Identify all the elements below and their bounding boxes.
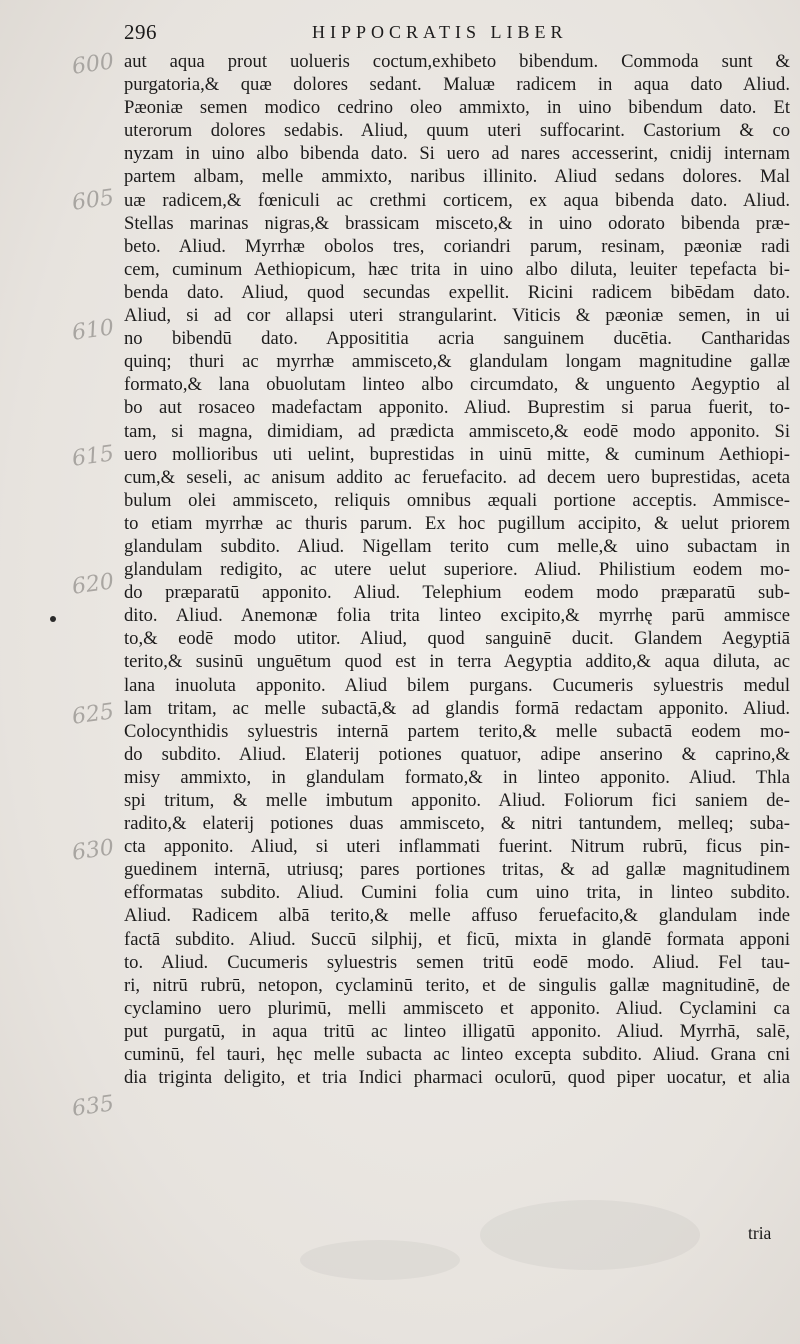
text-line: guedinem internā, utriusq; pares portiones tritas, & ad gallæ magnitudinem: [124, 859, 790, 881]
text-line: glandulam redigito, ac utere uelut superiore. Aliud. Philistium eodem mo-: [124, 559, 790, 581]
margin-note: 600: [70, 49, 116, 80]
text-line: put purgatū, in aqua tritū ac linteo illigatū apponito. Aliud. Myrrhā, salē,: [124, 1020, 790, 1042]
body-text: [124, 50, 790, 1089]
stain: [480, 1200, 700, 1270]
margin-note: 615: [70, 441, 116, 472]
text-line: Colocynthidis syluestris internā partem terito,& melle subactā eodem mo-: [124, 720, 790, 742]
text-line: uterorum dolores sedabis. Aliud, quum uteri suffocarint. Castorium & co: [124, 120, 790, 142]
text-line: terito,& susinū unguētum quod est in terra Aegyptia addito,& aqua diluta, ac: [124, 651, 790, 673]
stain: [300, 1240, 460, 1280]
margin-note: 620: [70, 569, 116, 600]
margin-note: 605: [70, 185, 116, 216]
page-number: 296: [124, 20, 157, 44]
text-line: lam tritam, ac melle subactā,& ad glandis formā redactam apponito. Aliud.: [124, 697, 790, 719]
text-line: nyzam in uino albo bibenda dato. Si uero ad nares accesserint, cnidij internam: [124, 143, 790, 165]
catchword: tria: [748, 1223, 772, 1243]
text-line: aut aqua prout uolueris coctum,exhibeto bibendum. Commoda sunt &: [124, 51, 790, 72]
text-line: cyclamino uero plurimū, melli ammisceto et apponito. Aliud. Cyclamini ca: [124, 997, 790, 1019]
margin-note: 630: [70, 835, 116, 866]
left-margin: [0, 0, 124, 1344]
running-head: HIPPOCRATIS LIBER: [312, 22, 568, 42]
text-line: benda dato. Aliud, quod secundas expellit. Ricini radicem bibēdam dato.: [124, 281, 790, 303]
text-line: cem, cuminum Aethiopicum, hæc trita in uino albo diluta, leuiter tepefacta bi-: [124, 258, 790, 280]
text-line: beto. Aliud. Myrrhæ obolos tres, coriandri parum, resinam, pæoniæ radi: [124, 235, 790, 257]
text-line: cta apponito. Aliud, si uteri inflammati fuerint. Nitrum rubrū, ficus pin-: [124, 836, 790, 858]
text-line: no bibendū dato. Apposititia acria sanguinem ducētia. Cantharidas: [124, 328, 790, 350]
text-line: uero mollioribus uti uelint, buprestidas in uinū mitte, & cuminum Aethiopi-: [124, 443, 790, 465]
margin-dot: [50, 616, 56, 622]
text-line: formato,& lana obuolutam linteo albo circumdato, & unguento Aegyptio al: [124, 374, 790, 396]
text-line: quinq; thuri ac myrrhæ ammisceto,& glandulam longam magnitudine gallæ: [124, 351, 790, 373]
margin-note: 635: [70, 1091, 116, 1122]
text-line: tam, si magna, dimidiam, ad prædicta ammisceto,& eodē modo apponito. Si: [124, 420, 790, 442]
text-line: to etiam myrrhæ ac thuris parum. Ex hoc pugillum accipito, & uelut priorem: [124, 512, 790, 534]
text-line: partem albam, melle ammixto, naribus illinito. Aliud sedans dolores. Mal: [124, 166, 790, 188]
text-line: purgatoria,& quæ dolores sedant. Maluæ radicem in aqua dato Aliud.: [124, 74, 790, 96]
text-line: to,& eodē modo utitor. Aliud, quod sanguinē ducit. Glandem Aegyptiā: [124, 628, 790, 650]
text-line: do subdito. Aliud. Elaterij potiones quatuor, adipe anserino & caprino,&: [124, 743, 790, 765]
text-line: ri, nitrū rubrū, netopon, cyclaminū terito, et de singulis gallæ magnitudinē, de: [124, 974, 790, 996]
text-line: dito. Aliud. Anemonæ folia trita linteo excipito,& myrrhę parū ammisce: [124, 605, 790, 627]
text-line: do præparatū apponito. Aliud. Telephium eodem modo præparatū sub-: [124, 582, 790, 604]
text-line: bulum olei ammisceto, reliquis omnibus æquali portione acceptis. Ammisce-: [124, 489, 790, 511]
text-line: cuminū, fel tauri, hęc melle subacta ac linteo excepta subdito. Aliud. Grana cni: [124, 1044, 790, 1066]
text-line: radito,& elaterij potiones duas ammisceto, & nitri tantundem, melleq; suba-: [124, 813, 790, 835]
text-line: misy ammixto, in glandulam formato,& in linteo apponito. Aliud. Thla: [124, 766, 790, 788]
text-line: lana inuoluta apponito. Aliud bilem purgans. Cucumeris syluestris medul: [124, 674, 790, 696]
text-line: to. Aliud. Cucumeris syluestris semen tritū eodē modo. Aliud. Fel tau-: [124, 951, 790, 973]
text-line: factā subdito. Aliud. Succū silphij, et ficū, mixta in glandē formata apponi: [124, 928, 790, 950]
text-line: efformatas subdito. Aliud. Cumini folia cum uino trita, in linteo subdito.: [124, 882, 790, 904]
text-line: spi tritum, & melle imbutum apponito. Aliud. Foliorum fici saniem de-: [124, 790, 790, 811]
text-line: glandulam subdito. Aliud. Nigellam terito cum melle,& uino subactam in: [124, 535, 790, 557]
text-line: bo aut rosaceo madefactam apponito. Aliud. Buprestim si parua fuerit, to-: [124, 397, 790, 419]
page-header: [124, 14, 790, 44]
text-line: Stellas marinas nigras,& brassicam misceto,& in uino odorato bibenda præ-: [124, 212, 790, 234]
text-line: Pæoniæ semen modico cedrino oleo ammixto, in uino bibendum dato. Et: [124, 97, 790, 119]
margin-note: 625: [70, 699, 116, 730]
margin-note: 610: [70, 315, 116, 346]
text-line: dia triginta deligito, et tria Indici pharmaci oculorū, quod piper uocatur, et alia: [124, 1067, 790, 1089]
text-line: Aliud, si ad cor allapsi uteri strangularint. Viticis & pæoniæ semen, in ui: [124, 305, 790, 327]
text-line: cum,& seseli, ac anisum addito ac feruefacito. ad decem uero buprestidas, aceta: [124, 466, 790, 488]
text-line: Aliud. Radicem albā terito,& melle affuso feruefacito,& glandulam inde: [124, 905, 790, 927]
text-line: uæ radicem,& fœniculi ac crethmi corticem, ex aqua bibenda dato. Aliud.: [124, 189, 790, 211]
